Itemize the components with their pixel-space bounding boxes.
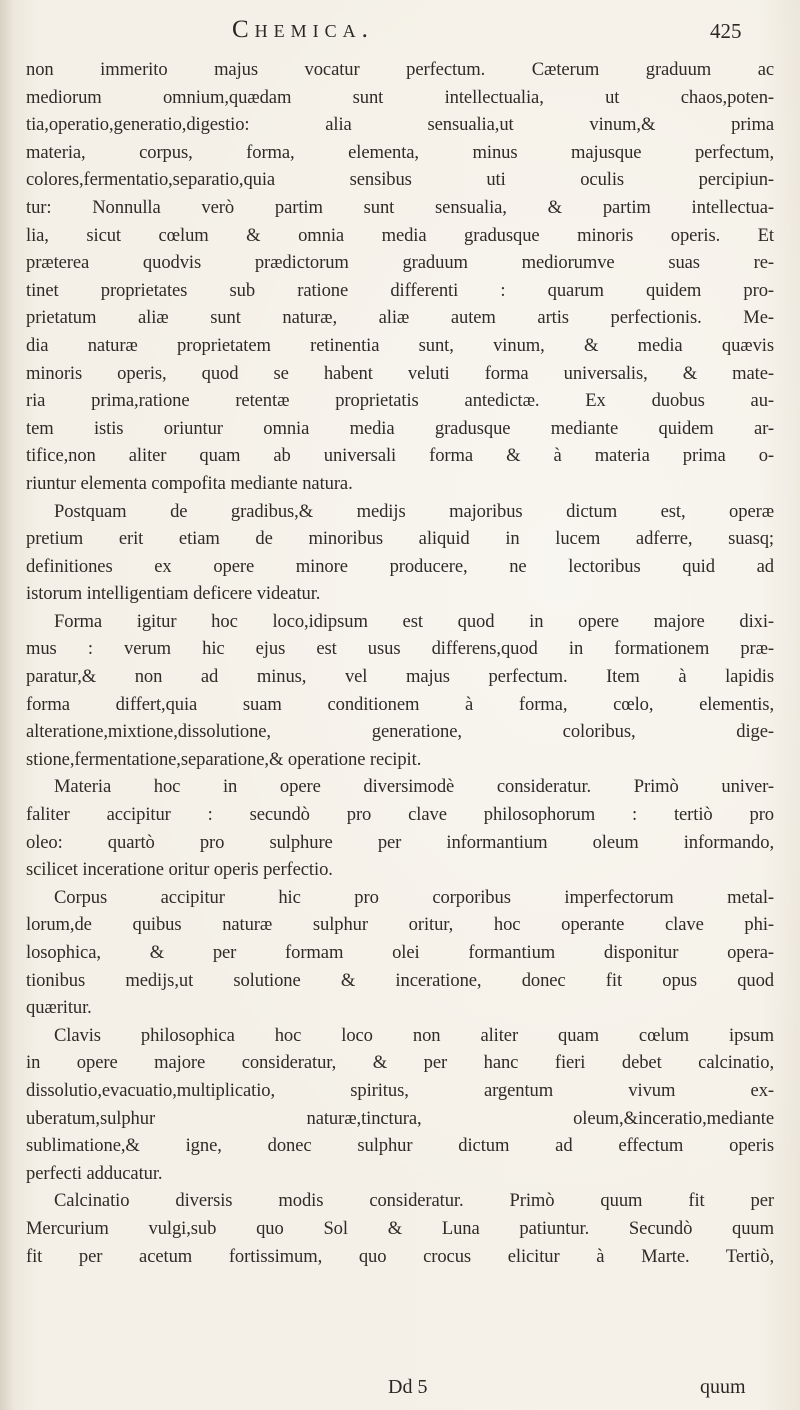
page-gutter-shadow bbox=[0, 0, 14, 1410]
text-line: fit per acetum fortissimum, quo crocus elicitur à Marte. Tertiò, bbox=[26, 1245, 774, 1267]
text-line: materia, corpus, forma, elementa, minus majusque perfectum, bbox=[26, 141, 774, 163]
text-line: tionibus medijs,ut solutione & inceratione, donec fit opus quod bbox=[26, 969, 774, 991]
page-number: 425 bbox=[710, 19, 742, 43]
text-line: Mercurium vulgi,sub quo Sol & Luna patiuntur. Secundò quum bbox=[26, 1217, 774, 1239]
text-line: colores,fermentatio,separatio,quia sensibus uti oculis percipiun- bbox=[26, 169, 774, 191]
text-line: minoris operis, quod se habent veluti forma universalis, & mate- bbox=[26, 362, 774, 384]
text-line: mediorum omnium,quædam sunt intellectualia, ut chaos,poten- bbox=[26, 86, 774, 108]
paragraph-first-line: Calcinatio diversis modis consideratur. Primò quum fit per bbox=[54, 1190, 774, 1212]
text-line: scilicet inceratione oritur operis perfectio. bbox=[26, 859, 333, 881]
catchword: quum bbox=[700, 1376, 746, 1398]
text-line: istorum intelligentiam deficere videatur. bbox=[26, 583, 321, 605]
text-line: losophica, & per formam olei formantium disponitur opera- bbox=[26, 942, 774, 963]
text-line: lorum,de quibus naturæ sulphur oritur, hoc operante clave phi- bbox=[26, 914, 774, 936]
text-line: stione,fermentatione,separatione,& operatione recipit. bbox=[26, 748, 422, 770]
text-line: uberatum,sulphur naturæ,tinctura, oleum,&inceratio,mediante bbox=[26, 1107, 774, 1129]
running-head-title: Chemica. bbox=[232, 16, 374, 43]
text-line: tia,operatio,generatio,digestio: alia sensualia,ut vinum,& prima bbox=[26, 114, 774, 136]
page-footer bbox=[0, 1376, 800, 1406]
text-line: quæritur. bbox=[26, 997, 92, 1019]
text-line: paratur,& non ad minus, vel majus perfectum. Item à lapidis bbox=[26, 666, 774, 688]
text-line: dia naturæ proprietatem retinentia sunt, vinum, & media quævis bbox=[26, 334, 774, 356]
text-line: tifice,non aliter quam ab universali forma & à materia prima o- bbox=[26, 445, 774, 467]
text-line: tem istis oriuntur omnia media gradusque mediante quidem ar- bbox=[26, 417, 774, 439]
text-line: tur: Nonnulla verò partim sunt sensualia, & partim intellectua- bbox=[26, 196, 774, 218]
text-line: faliter accipitur : secundò pro clave philosophorum : tertiò pro bbox=[26, 804, 774, 826]
text-line: prietatum aliæ sunt naturæ, aliæ autem artis perfectionis. Me- bbox=[26, 307, 774, 329]
paragraph-first-line: Clavis philosophica hoc loco non aliter quam cœlum ipsum bbox=[54, 1024, 774, 1046]
paragraph-first-line: Postquam de gradibus,& medijs majoribus dictum est, operæ bbox=[54, 500, 774, 522]
body-text bbox=[26, 56, 774, 1270]
text-line: in opere majore consideratur, & per hanc fieri debet calcinatio, bbox=[26, 1052, 774, 1074]
text-line: forma differt,quia suam conditionem à forma, cœlo, elementis, bbox=[26, 693, 774, 715]
text-line: definitiones ex opere minore producere, ne lectoribus quid ad bbox=[26, 555, 774, 577]
text-line: tinet proprietates sub ratione differenti : quarum quidem pro- bbox=[26, 279, 774, 301]
text-line: pretium erit etiam de minoribus aliquid in lucem adferre, suasq; bbox=[26, 528, 774, 550]
text-line: alteratione,mixtione,dissolutione, generatione, coloribus, dige- bbox=[26, 721, 774, 743]
text-line: ria prima,ratione retentæ proprietatis antedictæ. Ex duobus au- bbox=[26, 390, 774, 412]
text-line: riuntur elementa compofita mediante natura. bbox=[26, 472, 353, 494]
paragraph-first-line: Materia hoc in opere diversimodè consideratur. Primò univer- bbox=[54, 776, 774, 798]
text-line: dissolutio,evacuatio,multiplicatio, spiritus, argentum vivum ex- bbox=[26, 1079, 774, 1101]
signature-mark: Dd 5 bbox=[388, 1376, 428, 1398]
running-head bbox=[0, 14, 800, 48]
text-line: mus : verum hic ejus est usus differens,quod in formationem præ- bbox=[26, 638, 774, 660]
paragraph-first-line: Corpus accipitur hic pro corporibus imperfectorum metal- bbox=[54, 886, 774, 908]
text-line: perfecti adducatur. bbox=[26, 1162, 163, 1184]
text-line: oleo: quartò pro sulphure per informantium oleum informando, bbox=[26, 831, 774, 853]
text-line: præterea quodvis prædictorum graduum mediorumve suas re- bbox=[26, 252, 774, 274]
paragraph-first-line: Forma igitur hoc loco,idipsum est quod in opere majore dixi- bbox=[54, 610, 774, 632]
text-line: non immerito majus vocatur perfectum. Cæterum graduum ac bbox=[26, 59, 774, 80]
text-line: sublimatione,& igne, donec sulphur dictum ad effectum operis bbox=[26, 1135, 774, 1157]
text-line: lia, sicut cœlum & omnia media gradusque minoris operis. Et bbox=[26, 224, 774, 246]
